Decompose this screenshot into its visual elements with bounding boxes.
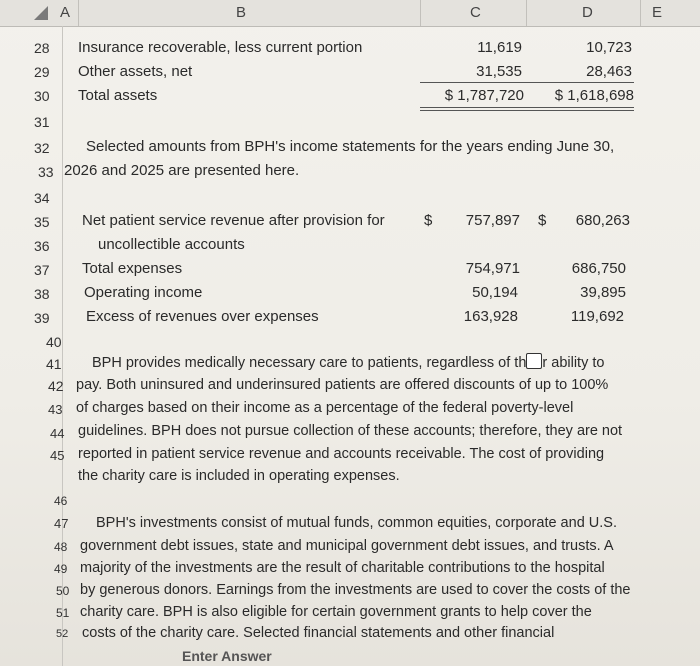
row-number[interactable]: 30 (34, 88, 50, 104)
row-number[interactable]: 46 (54, 494, 68, 508)
cell-value-c[interactable]: 757,897 (465, 212, 520, 229)
row-number[interactable]: 50 (56, 584, 70, 598)
col-header-b[interactable]: B (236, 4, 247, 21)
paragraph-text: charity care. BPH is also eligible for certain government grants to help cover the (80, 604, 592, 620)
row-number[interactable]: 35 (34, 214, 50, 230)
cell-value-c[interactable]: 31,535 (476, 63, 522, 80)
row-number[interactable]: 36 (34, 238, 50, 254)
cell-value-d[interactable]: $ 1,618,698 (554, 87, 634, 104)
row-number[interactable]: 45 (50, 448, 65, 463)
col-header-d[interactable]: D (582, 4, 593, 21)
row-number[interactable]: 47 (54, 516, 69, 531)
move-cursor-icon (526, 353, 542, 369)
row-number[interactable]: 33 (38, 164, 54, 180)
paragraph-text: government debt issues, state and municipal government debt issues, and trusts. A (80, 538, 614, 554)
charity-care-paragraph[interactable] (92, 352, 604, 375)
cell-value-c[interactable]: $ 1,787,720 (444, 87, 524, 104)
cell-label-excess-revenues[interactable]: Excess of revenues over expenses (86, 308, 319, 325)
col-header-e[interactable]: E (652, 4, 663, 21)
cell-value-c[interactable]: 754,971 (465, 260, 520, 277)
cell-label-operating-income[interactable]: Operating income (84, 284, 203, 301)
cell-label-net-patient-revenue[interactable]: Net patient service revenue after provision for (82, 212, 385, 229)
select-all-corner-icon[interactable] (34, 6, 48, 20)
enter-answer-button[interactable]: Enter Answer (182, 648, 272, 664)
cell-value-d[interactable]: 680,263 (575, 212, 630, 229)
cell-value-d[interactable]: 28,463 (586, 63, 632, 80)
row-number[interactable]: 51 (56, 606, 70, 620)
cell-label-total-expenses[interactable]: Total expenses (82, 260, 183, 277)
row-number[interactable]: 34 (34, 190, 50, 206)
row-number[interactable]: 44 (50, 426, 65, 441)
total-double-rule (420, 107, 634, 108)
row-number[interactable]: 42 (48, 378, 64, 394)
paragraph-text: costs of the charity care. Selected financial statements and other financial (82, 625, 555, 641)
row-number[interactable]: 52 (56, 628, 69, 640)
row-number[interactable]: 29 (34, 64, 50, 80)
dollar-sign: $ (424, 212, 433, 229)
paragraph-text: by generous donors. Earnings from the investments are used to cover the costs of the (80, 582, 631, 598)
intro-text[interactable]: 2026 and 2025 are presented here. (64, 162, 300, 179)
row-number[interactable]: 41 (46, 356, 62, 372)
row-number[interactable]: 37 (34, 262, 50, 278)
cell-value-c[interactable]: 11,619 (477, 39, 522, 56)
row-number[interactable]: 38 (34, 286, 50, 302)
paragraph-text: of charges based on their income as a percentage of the federal poverty-level (76, 400, 574, 416)
cell-value-c[interactable]: 50,194 (472, 284, 518, 301)
row-number[interactable]: 32 (34, 140, 50, 156)
intro-text[interactable]: Selected amounts from BPH's income statements for the years ending June 30, (86, 138, 615, 155)
cell-label-total-assets[interactable]: Total assets (78, 87, 158, 104)
cell-label-insurance[interactable]: Insurance recoverable, less current portion (78, 39, 363, 56)
cell-label-uncollectible[interactable]: uncollectible accounts (98, 236, 245, 253)
cell-value-d[interactable]: 686,750 (571, 260, 626, 277)
total-double-rule (420, 110, 634, 111)
column-header-bar (0, 0, 700, 27)
cell-value-c[interactable]: 163,928 (463, 308, 518, 325)
cell-label-other-assets[interactable]: Other assets, net (78, 63, 193, 80)
paragraph-text: BPH provides medically necessary care to patients, regardless of th (92, 355, 527, 371)
row-number[interactable]: 43 (48, 402, 63, 417)
cell-value-d[interactable]: 10,723 (586, 39, 632, 56)
row-number[interactable]: 39 (34, 310, 50, 326)
col-header-c[interactable]: C (470, 4, 481, 21)
subtotal-rule (420, 82, 634, 83)
col-header-a[interactable]: A (60, 4, 71, 21)
paragraph-text: guidelines. BPH does not pursue collection of these accounts; therefore, they are not (78, 423, 623, 439)
row-number[interactable]: 48 (54, 540, 68, 554)
paragraph-text: pay. Both uninsured and underinsured patients are offered discounts of up to 100% (76, 377, 609, 393)
dollar-sign: $ (538, 212, 547, 229)
cell-value-d[interactable]: 39,895 (580, 284, 626, 301)
row-number[interactable]: 49 (54, 562, 68, 576)
row-number[interactable]: 40 (46, 334, 62, 350)
row-number[interactable]: 28 (34, 40, 50, 56)
paragraph-text: the charity care is included in operating expenses. (78, 468, 400, 484)
row-number[interactable]: 31 (34, 114, 50, 130)
paragraph-text: r ability to (542, 355, 605, 371)
paragraph-text: reported in patient service revenue and accounts receivable. The cost of providing (78, 446, 605, 462)
investments-paragraph[interactable]: BPH's investments consist of mutual funds, common equities, corporate and U.S. (96, 515, 617, 531)
cell-value-d[interactable]: 119,692 (570, 308, 624, 325)
paragraph-text: majority of the investments are the result of charitable contributions to the hospital (80, 560, 605, 576)
